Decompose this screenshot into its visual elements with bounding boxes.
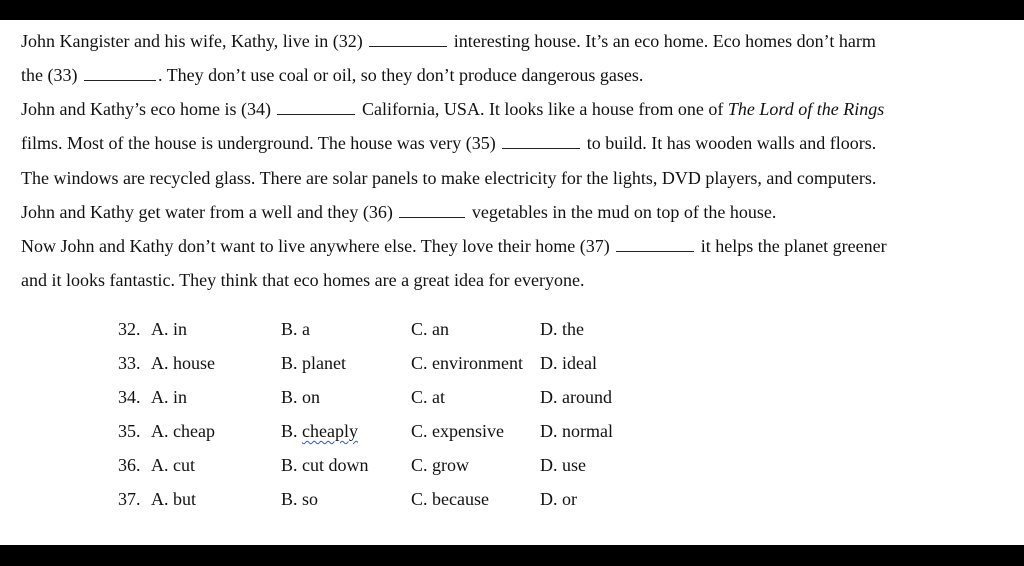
passage-line-1: John Kangister and his wife, Kathy, live in (32) interesting house. It’s an eco home. Eco homes don’t harm	[21, 31, 876, 51]
option-b: B. cut down	[281, 455, 369, 475]
option-a: A. in	[151, 387, 187, 407]
passage-line-7: Now John and Kathy don’t want to live anywhere else. They love their home (37) it helps the planet greener	[21, 236, 887, 256]
question-number: 36.	[118, 455, 141, 475]
option-b: B. on	[281, 387, 321, 407]
blank-32	[369, 32, 447, 47]
option-d: D. the	[540, 319, 584, 339]
spellcheck-flagged-word: cheaply	[302, 421, 358, 441]
passage-line-5: The windows are recycled glass. There are solar panels to make electricity for the lights, DVD players, and computers.	[21, 168, 877, 188]
question-number: 32.	[118, 319, 141, 339]
option-c: C. environment	[411, 353, 523, 373]
passage-line-4: films. Most of the house is underground. The house was very (35) to build. It has wooden walls and floors.	[21, 133, 877, 153]
question-number: 34.	[118, 387, 141, 407]
passage-line-6: John and Kathy get water from a well and they (36) vegetables in the mud on top of the house.	[21, 202, 777, 222]
worksheet-page	[0, 20, 1024, 545]
option-c: C. expensive	[411, 421, 504, 441]
option-a: A. in	[151, 319, 187, 339]
option-b: B. cheaply	[281, 421, 358, 441]
option-b: B. a	[281, 319, 310, 339]
option-d: D. use	[540, 455, 586, 475]
question-number: 37.	[118, 489, 141, 509]
blank-36	[399, 203, 465, 218]
question-number: 35.	[118, 421, 141, 441]
option-a: A. cheap	[151, 421, 215, 441]
option-b: B. planet	[281, 353, 346, 373]
passage-line-2: the (33) . They don’t use coal or oil, so they don’t produce dangerous gases.	[21, 65, 644, 85]
book-title: The Lord of the Rings	[727, 99, 885, 119]
option-c: C. at	[411, 387, 445, 407]
option-a: A. house	[151, 353, 215, 373]
option-c: C. grow	[411, 455, 469, 475]
option-a: A. but	[151, 489, 196, 509]
option-d: D. ideal	[540, 353, 597, 373]
option-c: C. an	[411, 319, 449, 339]
passage-line-3: John and Kathy’s eco home is (34) California, USA. It looks like a house from one of The Lord of the Rings	[21, 99, 885, 119]
option-a: A. cut	[151, 455, 195, 475]
option-d: D. or	[540, 489, 577, 509]
option-d: D. normal	[540, 421, 613, 441]
option-d: D. around	[540, 387, 612, 407]
question-number: 33.	[118, 353, 141, 373]
option-c: C. because	[411, 489, 489, 509]
blank-35	[502, 134, 580, 149]
blank-37	[616, 237, 694, 252]
blank-34	[277, 100, 355, 115]
option-b: B. so	[281, 489, 319, 509]
blank-33	[84, 66, 156, 81]
passage-line-8: and it looks fantastic. They think that eco homes are a great idea for everyone.	[21, 270, 585, 290]
